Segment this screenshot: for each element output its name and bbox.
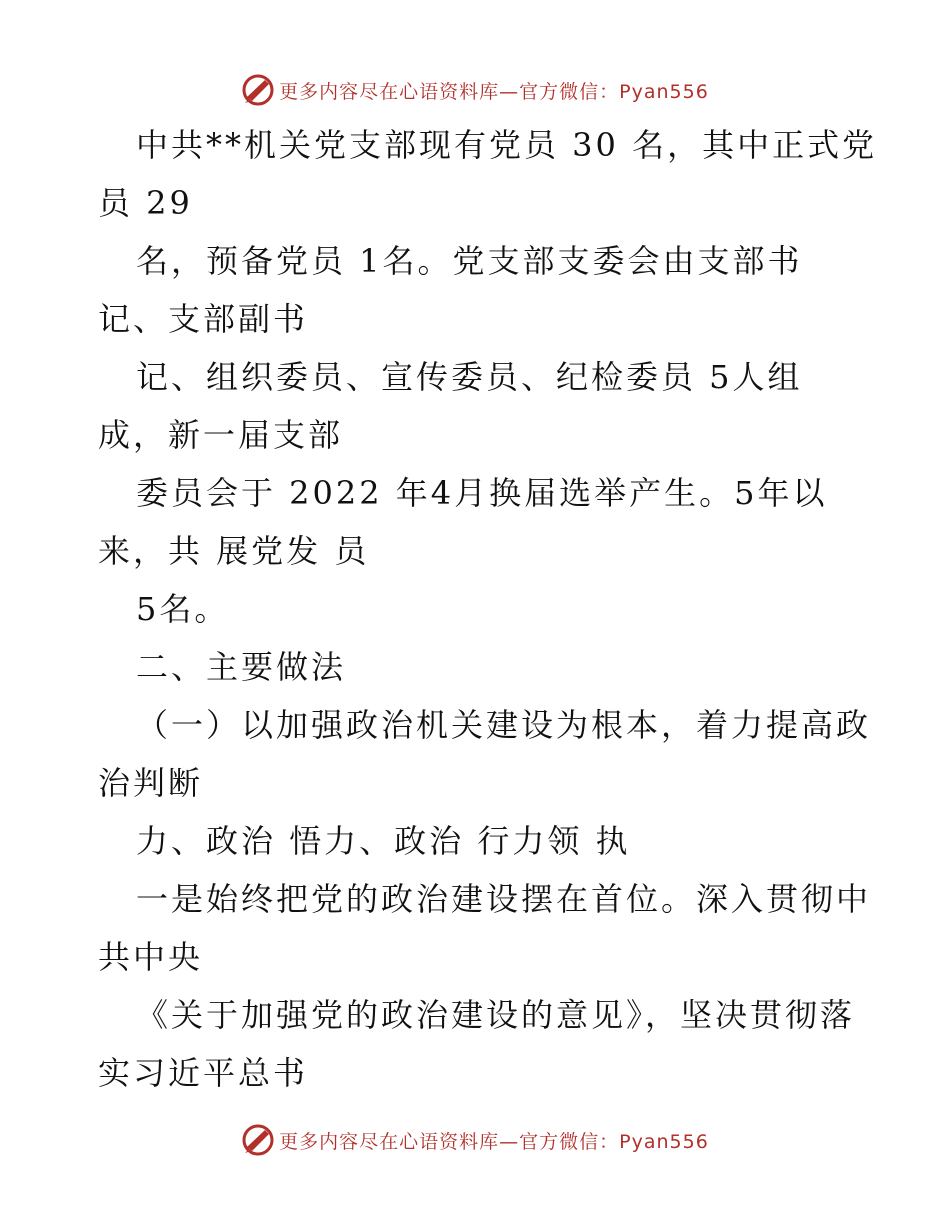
watermark-text: 更多内容尽在心语资料库—官方微信：Pyan556 bbox=[279, 80, 709, 103]
text-line: 名，预备党员 1名。党支部支委会由支部书 bbox=[136, 242, 803, 280]
text-line: 记、支部副书 bbox=[98, 300, 309, 338]
text-line: 《关于加强党的政治建设的意见》，坚决贯彻落 bbox=[136, 996, 856, 1034]
seal-logo-icon bbox=[241, 73, 275, 107]
text-line: 中共**机关党支部现有党员 30 名，其中正式党 bbox=[136, 126, 878, 164]
text-line: 5名。 bbox=[136, 590, 230, 628]
text-line: 治判断 bbox=[98, 764, 204, 802]
subsection-heading: （一）以加强政治机关建设为根本，着力提高政 bbox=[136, 706, 872, 744]
header-watermark bbox=[0, 70, 950, 110]
text-line: 来，共 展党发 员 bbox=[98, 532, 370, 570]
watermark-text: 更多内容尽在心语资料库—官方微信：Pyan556 bbox=[279, 1130, 709, 1153]
section-heading: 二、主要做法 bbox=[136, 648, 347, 686]
text-line: 委员会于 2022 年4月换届选举产生。5年以 bbox=[136, 474, 828, 512]
text-line: 成，新一届支部 bbox=[98, 416, 344, 454]
text-line: 员 29 bbox=[98, 184, 193, 222]
text-line: 共中央 bbox=[98, 938, 204, 976]
seal-logo-icon bbox=[241, 1123, 275, 1157]
text-line: 记、组织委员、宣传委员、纪检委员 5人组 bbox=[136, 358, 803, 396]
text-line: 力、政治 悟力、政治 行力领 执 bbox=[136, 822, 631, 860]
text-line: 一是始终把党的政治建设摆在首位。深入贯彻中 bbox=[136, 880, 872, 918]
text-line: 实习近平总书 bbox=[98, 1054, 309, 1092]
footer-watermark bbox=[0, 1120, 950, 1160]
